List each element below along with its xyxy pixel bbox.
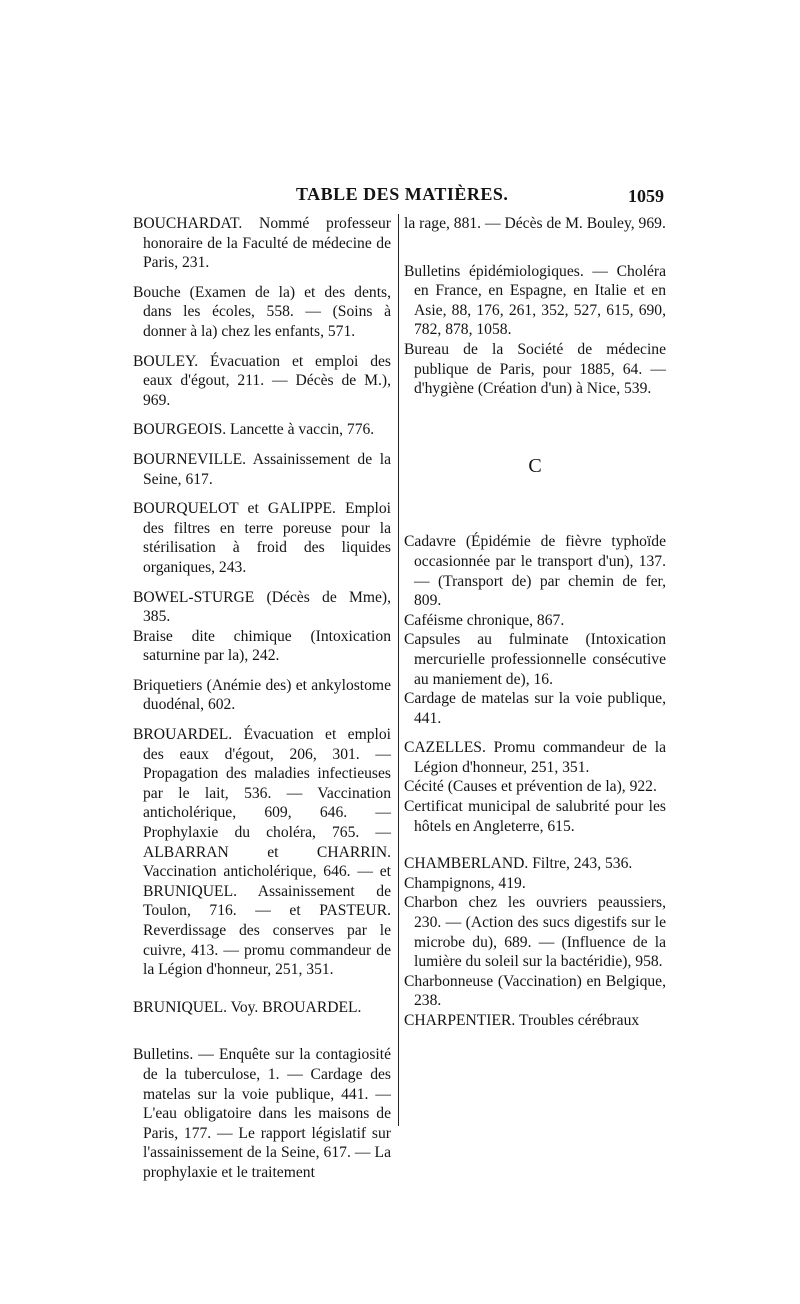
page-number: 1059 (628, 186, 664, 206)
index-entry: Braise dite chimique (Intoxication saturnine par la), 242. (133, 627, 391, 665)
index-entry: BOUCHARDAT. Nommé professeur honoraire de la Faculté de médecine de Paris, 231. (133, 215, 391, 272)
index-entry: BOURQUELOT et GALIPPE. Emploi des filtres en terre poreuse pour la stérilisation à froid des liquides organiques, 243. (133, 500, 391, 576)
index-entry: BOWEL-STURGE (Décès de Mme), 385. (133, 588, 391, 626)
index-entry: BROUARDEL. Évacuation et emploi des eaux d'égout, 206, 301. — Propagation des maladies infectieuses par le lait, 536. — Vaccination anticholérique, 609, 646. — Prophylaxie du choléra, 765. — ALBARRAN et CHARRIN. Vaccination anticholérique, 646. — et BRUNIQUEL. Assainissement de Toulon, 716. — et PASTEUR. Reverdissage des conserves par le cuivre, 413. — promu commandeur de la Légion d'honneur, 251, 351. (133, 726, 391, 979)
index-entry: Briquetiers (Anémie des) et ankylostome duodénal, 602. (133, 676, 391, 714)
index-entry: la rage, 881. — Décès de M. Bouley, 969. (404, 215, 666, 232)
index-entry: CHAMBERLAND. Filtre, 243, 536. (404, 855, 633, 873)
index-entry: Champignons, 419. (404, 874, 526, 892)
page-title: TABLE DES MATIÈRES. (296, 184, 509, 204)
index-entry: Bureau de la Société de médecine publique de Paris, pour 1885, 64. — d'hygiène (Création d'un) à Nice, 539. (404, 340, 666, 398)
index-entry: CHARPENTIER. Troubles cérébraux (404, 1012, 640, 1029)
section-letter: C (528, 454, 542, 477)
index-entry: BOURNEVILLE. Assainissement de la Seine, 617. (133, 450, 391, 488)
index-entry: Bulletins. — Enquête sur la contagiosité de la tuberculose, 1. — Cardage des matelas sur la voie publique, 441. — L'eau obligatoire dans les maisons de Paris, 177. — Le rapport législatif sur l'assainissement de la Seine, 617. — La prophylaxie et le traitement (133, 1046, 391, 1181)
right-column (404, 214, 666, 1031)
column-divider (398, 214, 399, 1126)
page-header (0, 184, 800, 210)
index-entry: Capsules au fulminate (Intoxication mercurielle professionnelle consécutive au maniement de), 16. (404, 631, 666, 688)
index-entry: Bulletins épidémiologiques. — Choléra en France, en Espagne, en Italie et en Asie, 88, 176, 261, 352, 527, 615, 690, 782, 878, 1058. (404, 262, 666, 339)
index-entry: BOULEY. Évacuation et emploi des eaux d'égout, 211. — Décès de M.), 969. (133, 352, 391, 409)
index-entry: Cadavre (Épidémie de fièvre typhoïde occasionnée par le transport d'un), 137. — (Transport de) par chemin de fer, 809. (404, 533, 666, 610)
index-entry: BRUNIQUEL. Voy. BROUARDEL. (133, 998, 362, 1016)
index-entry: Certificat municipal de salubrité pour les hôtels en Angleterre, 615. (404, 798, 666, 835)
index-entry: Caféisme chronique, 867. (404, 611, 565, 629)
index-entry: Cécité (Causes et prévention de la), 922. (404, 778, 657, 796)
index-entry: Charbon chez les ouvriers peaussiers, 230. — (Action des sucs digestifs sur le microbe du), 689. — (Influence de la lumière du soleil sur la bactéridie), 958. (404, 894, 666, 971)
index-entry: CAZELLES. Promu commandeur de la Légion d'honneur, 251, 351. (404, 739, 666, 776)
index-entry: Cardage de matelas sur la voie publique, 441. (404, 690, 666, 727)
left-column (133, 214, 391, 1183)
index-entry: BOURGEOIS. Lancette à vaccin, 776. (133, 421, 375, 439)
index-entry: Bouche (Examen de la) et des dents, dans les écoles, 558. — (Soins à donner à la) chez les enfants, 571. (133, 283, 391, 340)
index-entry: Charbonneuse (Vaccination) en Belgique, 238. (404, 972, 666, 1010)
